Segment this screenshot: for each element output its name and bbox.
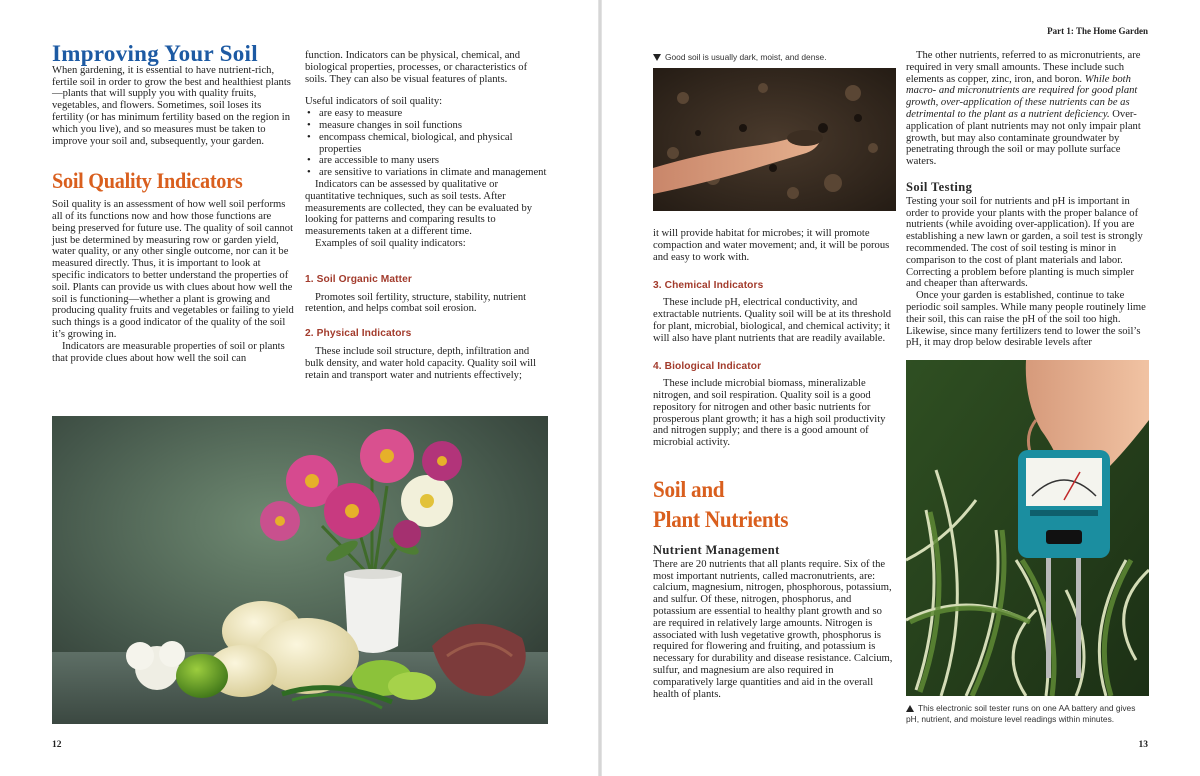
section-heading-indicators: Soil Quality Indicators xyxy=(52,168,243,194)
section-heading-nutrients-line2: Plant Nutrients xyxy=(653,506,789,532)
caption-arrow-icon xyxy=(906,705,914,712)
soil-tester-caption: This electronic soil tester runs on one AA battery and gives pH, nutrient, and moisture level readings within minutes. xyxy=(906,703,1136,724)
biological-indicator-text: These include microbial biomass, mineralizable nitrogen, and soil respiration. Quality soil is a good repository for nitrogen and other basic nutrients for prosperous plant growth; it has a high soil productivity and nitrogen supply; and there is a good amount of microbial activity. xyxy=(653,378,886,449)
subheading-soil-testing: Soil Testing xyxy=(906,179,973,194)
intro-paragraph: When gardening, it is essential to have nutrient-rich, fertile soil in order to grow the best and healthiest plants—plants that will supply you with quality fruits, vegetables, and flowers. Sometimes, soil loses its fertility (or has minimum fertility based on the region in which you live), and so measures must be taken to improve your soil and, subsequently, your garden. xyxy=(52,64,291,147)
subheading-physical: 2. Physical Indicators xyxy=(305,328,412,340)
micronutrients-paragraph: The other nutrients, referred to as micronutrients, are required in very small amounts. These include such elements as copper, zinc, iron, and boron. While both macro- and micronutrients are required for good plant growth, over-application of these nutrients can be as detrimental to the plant as a nutrient deficiency. Over-application of plant nutrients may not only impair plant growth, but may also contaminate groundwater by penetrating through the soil or may pollute surface waters. xyxy=(906,50,1141,168)
chemical-indicators-text: These include pH, electrical conductivity, and extractable nutrients. Quality soil will be at its threshold for plant, microbial, biological, and chemical activity; it will also have plant nutrients that are readily available. xyxy=(653,297,892,344)
vegetables-flowers-photo xyxy=(52,416,548,724)
left-page xyxy=(0,0,598,776)
physical-indicators-continuation: it will provide habitat for microbes; it will promote compaction and water movement; and, it will be porous and easy to work with. xyxy=(653,228,890,263)
list-item: • are easy to measure xyxy=(305,108,547,120)
left-column-2 xyxy=(305,50,547,381)
right-column-2 xyxy=(906,50,1149,349)
right-page xyxy=(602,0,1200,776)
list-item: • are sensitive to variations in climate and management xyxy=(305,167,547,179)
subheading-organic-matter: 1. Soil Organic Matter xyxy=(305,273,412,285)
page-number-right: 13 xyxy=(1138,740,1148,750)
physical-indicators-text: These include soil structure, depth, infiltration and bulk density, and water hold capacity. Quality soil will retain and transport water and nutrients effectively; xyxy=(305,345,537,381)
section-heading-nutrients-line1: Soil and xyxy=(653,476,725,502)
list-item: • measure changes in soil functions xyxy=(305,120,547,132)
indicators-continuation: function. Indicators can be physical, chemical, and biological properties, processes, or characteristics of soils. They can also be visual features of plants. xyxy=(305,50,528,85)
indicators-paragraph: Indicators are measurable properties of soil or plants that provide clues about how well the soil can xyxy=(52,340,285,364)
nutrient-management-text: There are 20 nutrients that all plants require. Six of the most important nutrients, called macronutrients, are: calcium, magnesium, nitrogen, phosphorous, potassium, and sulfur. Of these, nitrogen, phosphorus, and potassium are essential to healthy plant growth and so are required in relatively large amounts. Nitrogen is associated with lush vegetative growth, phosphorus is required for flowering and fruiting, and potassium is necessary for durability and disease resistance. Calcium, sulfur, and magnesium are also required in comparatively large quantities and aid in the overall health of plants. xyxy=(653,558,893,700)
subheading-biological: 4. Biological Indicator xyxy=(653,361,762,373)
organic-matter-text: Promotes soil fertility, structure, stability, nutrient retention, and helps combat soil erosion. xyxy=(305,291,527,315)
list-item: • are accessible to many users xyxy=(305,155,547,167)
soil-testing-paragraph-2: Once your garden is established, continue to take periodic soil samples. While many people routinely lime their soil, this can raise the pH of the soil too high. Likewise, since many fertilizers tend to lower the soil’s pH, it may drop below desirable levels after xyxy=(906,290,1146,349)
useful-indicators-intro: Useful indicators of soil quality: xyxy=(305,96,443,108)
soil-tester-photo xyxy=(906,360,1149,696)
caption-arrow-icon xyxy=(653,54,661,61)
soil-testing-paragraph: Testing your soil for nutrients and pH is important in order to provide your plants with the proper balance of nutrients (while avoiding over-application). If you are establishing a new lawn or garden, a soil test is strongly recommended. The cost of soil testing is minor in comparison to the cost of plant materials and labor. Correcting a problem before planting is much simpler and cheaper than afterwards. xyxy=(906,195,1143,290)
examples-intro: Examples of soil quality indicators: xyxy=(315,237,466,249)
soil-hand-photo xyxy=(653,68,896,211)
assessment-paragraph: Indicators can be assessed by qualitative or quantitative techniques, such as soil tests. After measurements are collected, they can be evaluated by looking for patterns and comparing results to measurements taken at a different time. xyxy=(305,178,533,238)
left-column-1 xyxy=(52,41,294,364)
useful-indicators-list xyxy=(305,108,547,179)
page-number-left: 12 xyxy=(52,740,62,750)
soil-photo-caption: Good soil is usually dark, moist, and dense. xyxy=(653,52,913,63)
right-column-1 xyxy=(653,228,896,700)
subheading-nutrient-management: Nutrient Management xyxy=(653,542,780,557)
list-item: • encompass chemical, biological, and physical properties xyxy=(305,132,547,156)
page-title: Improving Your Soil xyxy=(52,41,258,66)
soil-quality-paragraph: Soil quality is an assessment of how well soil performs all of its functions now and how those functions are being preserved for future use. The quality of soil cannot just be determined by measuring row or garden yield, water quality, or any other single outcome, nor can it be measured directly. Thus, it is important to look at specific indicators to better understand the properties of soil. Plants can provide us with clues about how well the soil is functioning—whether a plant is growing and producing quality fruits and vegetables or failing to yield such things is a good indicator of the quality of the soil it’s growing in. xyxy=(52,199,294,340)
running-head: Part 1: The Home Garden xyxy=(1047,26,1148,36)
subheading-chemical: 3. Chemical Indicators xyxy=(653,280,764,292)
